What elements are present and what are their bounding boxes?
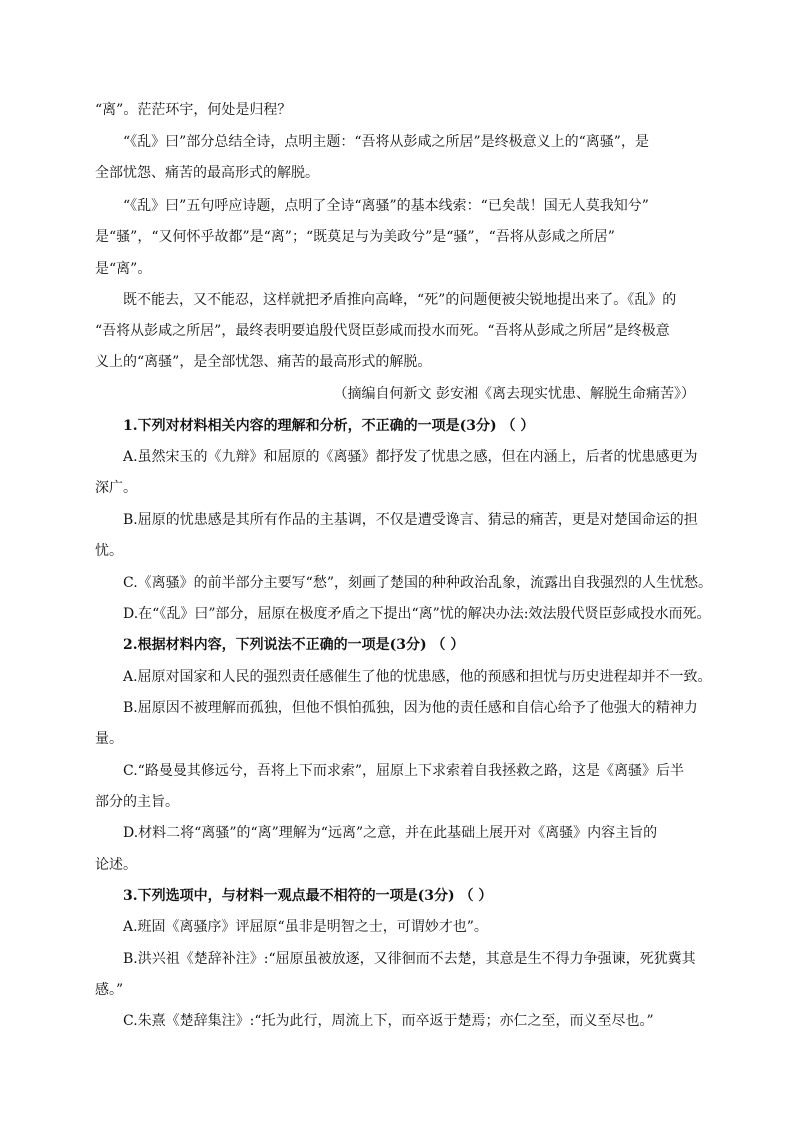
question-3-option-b-cont: 感。” (95, 982, 124, 998)
question-1-option-d: D.在“《乱》曰”部分，屈原在极度矛盾之下提出“离”忧的解决办法:效法殷代贤臣彭咸投水而死。 (123, 606, 711, 622)
question-2-stem: 2.根据材料内容，下列说法不正确的一项是(3分) （ ） (123, 637, 465, 653)
question-2-option-d: D.材料二将“离骚”的“离”理解为“远离”之意，并在此基础上展开对《离骚》内容主旨的 (123, 825, 658, 841)
question-1-option-a: A.虽然宋玉的《九辩》和屈原的《离骚》都抒发了忧患之感，但在内涵上，后者的忧患感更为 (123, 449, 698, 465)
passage-line: 全部忧怨、痛苦的最高形式的解脱。 (95, 165, 319, 181)
question-2-option-a: A.屈原对国家和人民的强烈责任感催生了他的忧患感，他的预感和担忧与历史进程却并不一致。 (123, 669, 712, 685)
passage-line: 是“骚”，“又何怀乎故都”是“离”；“既莫足与为美政兮”是“骚”，“吾将从彭咸之所居” (95, 229, 615, 245)
question-2-option-c-cont: 部分的主旨。 (95, 794, 179, 810)
question-3-option-c: C.朱熹《楚辞集注》:“托为此行，周流上下，而卒返于楚焉；亦仁之至，而义至尽也。” (123, 1013, 654, 1029)
question-3-option-a: A.班固《离骚序》评屈原“虽非是明智之士，可谓妙才也”。 (123, 919, 488, 935)
passage-line: “吾将从彭咸之所居”，最终表明要追殷代贤臣彭咸而投水而死。“吾将从彭咸之所居”是终极意 (95, 323, 670, 339)
passage-line: “离”。茫茫环宇，何处是归程？ (95, 102, 292, 118)
question-3-stem: 3.下列选项中，与材料一观点最不相符的一项是(3分) （ ） (123, 888, 493, 904)
question-2-option-d-cont: 论述。 (95, 857, 137, 873)
question-1-option-a-cont: 深广。 (95, 480, 137, 496)
question-1-option-b: B.屈原的忧患感是其所有作品的主基调，不仅是遭受谗言、猜忌的痛苦，更是对楚国命运的担 (123, 512, 698, 528)
question-2-option-c: C.“路曼曼其修远兮，吾将上下而求索”，屈原上下求索着自我拯救之路，这是《离骚》后半 (123, 763, 684, 779)
question-2-option-b-cont: 量。 (95, 731, 123, 747)
question-1-option-b-cont: 忧。 (95, 543, 123, 559)
passage-line: 既不能去，又不能忍，这样就把矛盾推向高峰，“死”的问题便被尖锐地提出来了。《乱》的 (123, 292, 677, 308)
question-2-option-b: B.屈原因不被理解而孤独，但他不惧怕孤独，因为他的责任感和自信心给予了他强大的精神力 (123, 700, 698, 716)
question-3-option-b: B.洪兴祖《楚辞补注》:“屈原虽被放逐，又徘徊而不去楚，其意是生不得力争强谏，死犹冀其 (123, 951, 696, 967)
question-1-option-c: C.《离骚》的前半部分主要写“愁”，刻画了楚国的种种政治乱象，流露出自我强烈的人生忧愁。 (123, 575, 712, 591)
passage-source: （摘编自何新文 彭安湘《离去现实忧患、解脱生命痛苦》） (333, 386, 695, 402)
passage-line: 是“离”。 (95, 261, 152, 277)
passage-line: “《乱》曰”部分总结全诗，点明主题：“吾将从彭咸之所居”是终极意义上的“离骚”，是 (123, 134, 649, 150)
question-1-stem: 1.下列对材料相关内容的理解和分析，不正确的一项是(3分) （ ） (123, 418, 535, 434)
passage-line: “《乱》曰”五句呼应诗题，点明了全诗“离骚”的基本线索：“已矣哉！国无人莫我知兮” (123, 198, 649, 214)
passage-line: 义上的“离骚”，是全部忧怨、痛苦的最高形式的解脱。 (95, 354, 432, 370)
